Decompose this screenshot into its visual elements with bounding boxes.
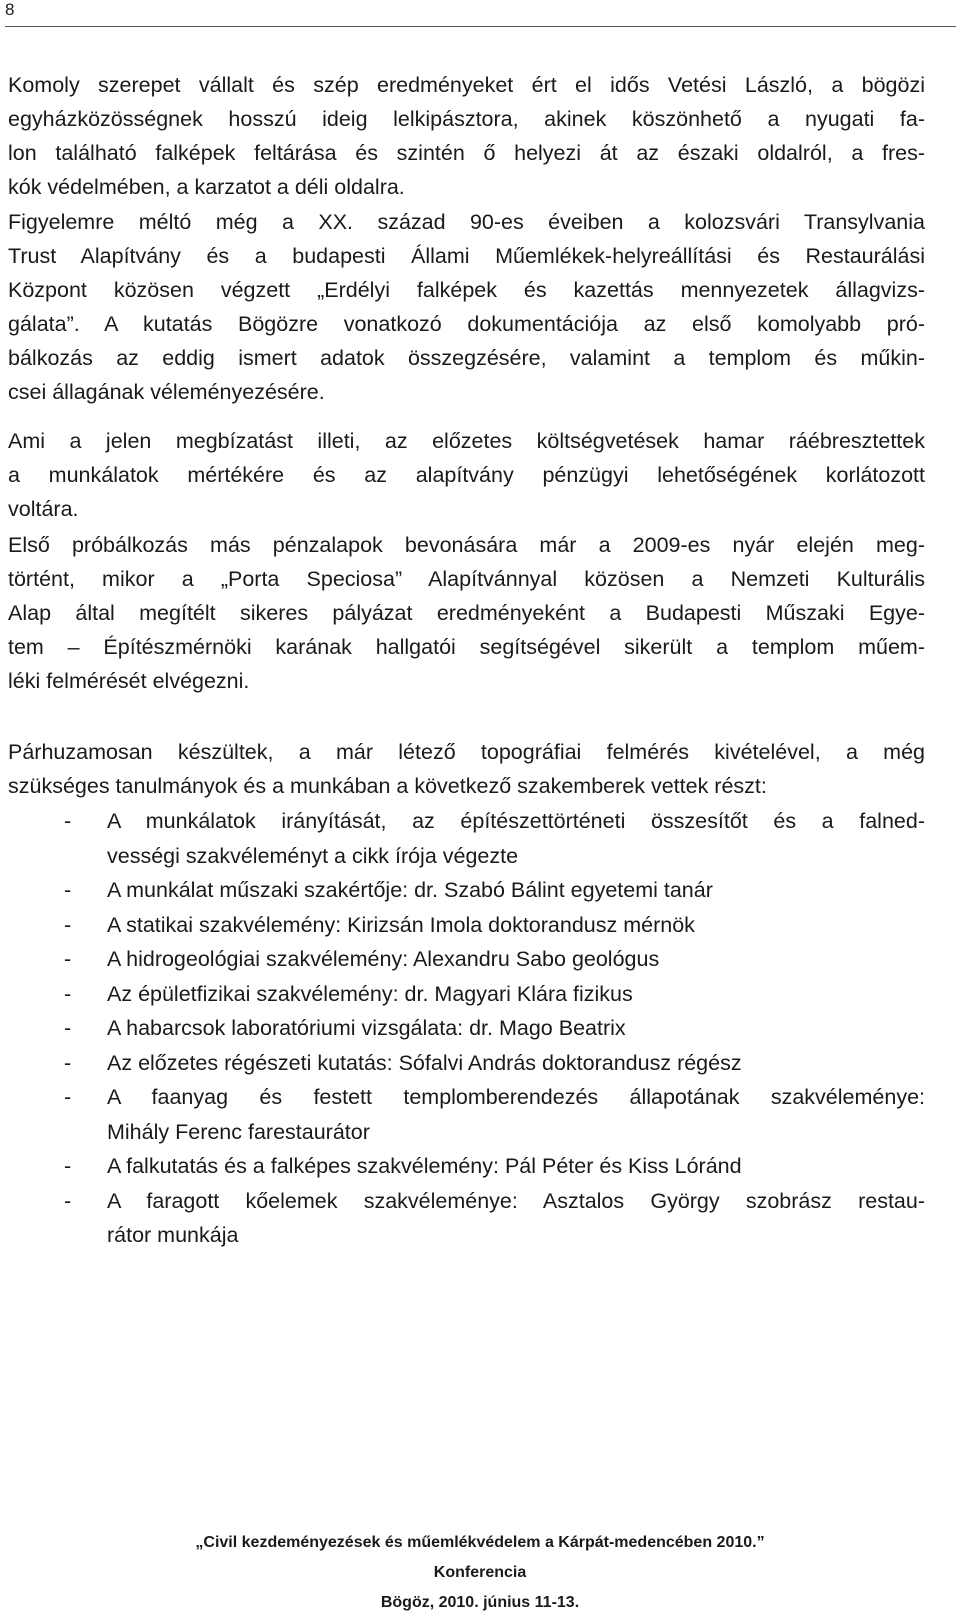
text-line: Első próbálkozás más pénzalapok bevonására már a 2009-es nyár elején meg-	[8, 533, 925, 557]
text-line: egyházközösségnek hosszú ideig lelkipásztora, akinek köszönhető a nyugati fa-	[8, 107, 925, 131]
text-line: kók védelmében, a karzatot a déli oldalra.	[8, 175, 405, 199]
text-line: voltára.	[8, 497, 79, 521]
list-dash: -	[64, 981, 72, 1006]
paragraph-1	[8, 68, 925, 204]
text-line: Központ közösen végzett „Erdélyi falképek és kazettás mennyezetek állagvizs-	[8, 278, 925, 302]
list-item	[64, 1011, 925, 1046]
text-line: Trust Alapítvány és a budapesti Állami Műemlékek-helyreállítási és Restaurálási	[8, 244, 925, 268]
footer-place-date: Bögöz, 2010. június 11-13.	[380, 1594, 580, 1611]
list-item	[64, 1184, 925, 1253]
list-dash: -	[64, 1154, 72, 1178]
list-item	[64, 804, 925, 873]
page-footer	[0, 1528, 960, 1618]
list-dash: -	[64, 1188, 72, 1213]
footer-subtitle: Konferencia	[433, 1564, 527, 1581]
list-item-text: A falkutatás és a falképes szakvélemény: Pál Péter és Kiss Lóránd	[107, 1154, 742, 1178]
list-item-text: A munkálatok irányítását, az építészettörténeti összesítőt és a falned-	[107, 809, 925, 833]
text-line: Ami a jelen megbízatást illeti, az előzetes költségvetések hamar ráébresztettek	[8, 429, 925, 453]
paragraph-2	[8, 205, 925, 409]
text-line: gálata”. A kutatás Bögözre vonatkozó dokumentációja az első komolyabb pró-	[8, 312, 925, 336]
list-item	[64, 873, 925, 908]
footer-title: „Civil kezdeményezések és műemlékvédelem a Kárpát-medencében 2010.”	[195, 1534, 765, 1551]
list-item	[64, 908, 925, 943]
paragraph-3	[8, 424, 925, 526]
text-line: történt, mikor a „Porta Speciosa” Alapítvánnyal közösen a Nemzeti Kulturális	[8, 567, 925, 591]
list-item	[64, 942, 925, 977]
page-number: 8	[5, 0, 15, 19]
text-line: Párhuzamosan készültek, a már létező topográfiai felmérés kivételével, a még	[8, 740, 925, 764]
list-item	[64, 1149, 925, 1184]
list-item-text: rátor munkája	[107, 1223, 239, 1247]
list-item-text: A munkálat műszaki szakértője: dr. Szabó Bálint egyetemi tanár	[107, 878, 713, 902]
list-item	[64, 1080, 925, 1149]
text-line: Komoly szerepet vállalt és szép eredményeket ért el idős Vetési László, a bögözi	[8, 73, 925, 97]
list-item-text: A hidrogeológiai szakvélemény: Alexandru Sabo geológus	[107, 947, 660, 971]
text-line: Figyelemre méltó még a XX. század 90-es éveiben a kolozsvári Transylvania	[8, 210, 925, 234]
text-line: csei állagának véleményezésére.	[8, 380, 325, 404]
list-dash: -	[64, 912, 72, 937]
text-line: Alap által megítélt sikeres pályázat eredményeként a Budapesti Műszaki Egye-	[8, 601, 925, 625]
list-item-text: A faanyag és festett templomberendezés állapotának szakvéleménye:	[107, 1085, 925, 1109]
list-dash: -	[64, 1050, 72, 1075]
list-dash: -	[64, 878, 72, 902]
list-item-text: Az előzetes régészeti kutatás: Sófalvi András doktorandusz régész	[107, 1050, 742, 1075]
participants-list	[64, 804, 925, 1253]
list-dash: -	[64, 1016, 72, 1040]
text-line: léki felmérését elvégezni.	[8, 669, 250, 693]
list-dash: -	[64, 1085, 72, 1109]
paragraph-4	[8, 528, 925, 698]
list-item	[64, 977, 925, 1012]
list-item-text: Mihály Ferenc farestaurátor	[107, 1119, 370, 1144]
list-item	[64, 1046, 925, 1081]
list-dash: -	[64, 809, 72, 833]
header-rule	[5, 26, 956, 27]
text-line: a munkálatok mértékére és az alapítvány pénzügyi lehetőségének korlátozott	[8, 463, 925, 487]
paragraph-5	[8, 735, 925, 803]
list-item-text: A faragott kőelemek szakvéleménye: Asztalos György szobrász restau-	[107, 1188, 925, 1213]
list-item-text: A habarcsok laboratóriumi vizsgálata: dr. Mago Beatrix	[107, 1016, 626, 1040]
text-line: bálkozás az eddig ismert adatok összegzésére, valamint a templom és műkin-	[8, 346, 925, 370]
list-item-text: Az épületfizikai szakvélemény: dr. Magyari Klára fizikus	[107, 981, 633, 1006]
list-dash: -	[64, 947, 72, 971]
text-line: szükséges tanulmányok és a munkában a következő szakemberek vettek részt:	[8, 774, 767, 798]
list-item-text: A statikai szakvélemény: Kirizsán Imola doktorandusz mérnök	[107, 912, 695, 937]
list-item-text: vességi szakvéleményt a cikk írója végezte	[107, 843, 519, 868]
text-line: lon található falképek feltárása és szintén ő helyezi át az északi oldalról, a fres-	[8, 141, 925, 165]
text-line: tem – Építészmérnöki karának hallgatói segítségével sikerült a templom műem-	[8, 635, 925, 659]
